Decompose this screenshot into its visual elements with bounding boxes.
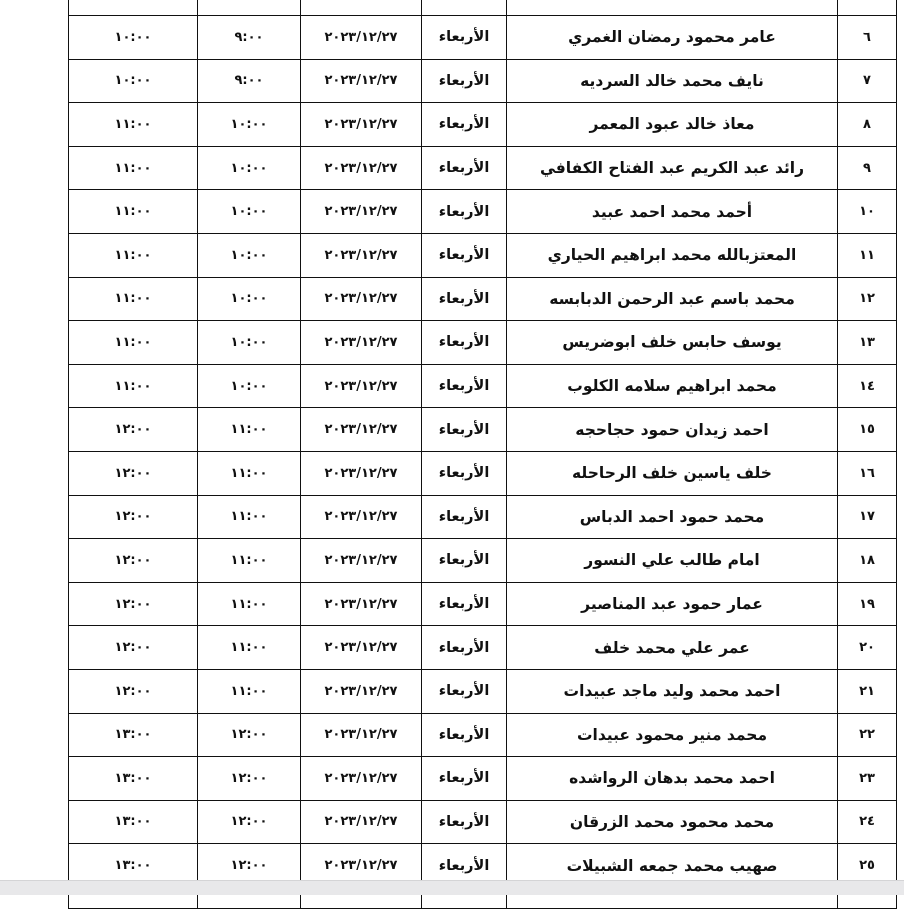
exam-day-cell: الأربعاء	[422, 364, 507, 408]
schedule-table	[68, 0, 897, 909]
row-number-cell: ١٧	[838, 495, 897, 539]
exam-day-cell: الأربعاء	[422, 844, 507, 888]
exam-date-cell: ٢٠٢٣/١٢/٢٧	[301, 190, 422, 234]
schedule-rows	[69, 0, 897, 908]
row-number-cell: ١٥	[838, 408, 897, 452]
start-time-cell: ١١:٠٠	[198, 495, 301, 539]
end-time-cell: ١١:٠٠	[69, 146, 198, 190]
document-page	[68, 0, 890, 909]
exam-date-cell: ٢٠٢٣/١٢/٢٧	[301, 713, 422, 757]
start-time-cell: ١٠:٠٠	[198, 364, 301, 408]
table-row	[69, 103, 897, 147]
student-name-cell: خلف ياسين خلف الرحاحله	[507, 451, 838, 495]
exam-day-cell: الأربعاء	[422, 582, 507, 626]
table-row	[69, 451, 897, 495]
exam-date-cell: ٢٠٢٣/١٢/٢٧	[301, 103, 422, 147]
start-time-cell: ٩:٠٠	[198, 59, 301, 103]
exam-date-cell: ٢٠٢٣/١٢/٢٧	[301, 321, 422, 365]
end-time-cell: ١٣:٠٠	[69, 800, 198, 844]
exam-day-cell: الأربعاء	[422, 321, 507, 365]
exam-day-cell: الأربعاء	[422, 539, 507, 583]
exam-date-cell: ٢٠٢٣/١٢/٢٧	[301, 539, 422, 583]
row-number-cell: ٦	[838, 16, 897, 60]
start-time-cell: ١٢:٠٠	[198, 713, 301, 757]
student-name-cell: أحمد محمد احمد عبيد	[507, 190, 838, 234]
start-time-cell: ١١:٠٠	[198, 451, 301, 495]
row-number-cell: ٨	[838, 103, 897, 147]
table-row	[69, 495, 897, 539]
student-name-cell: احمد زيدان حمود حجاحجه	[507, 408, 838, 452]
start-time-cell: ١٠:٠٠	[198, 321, 301, 365]
student-name-cell: احمد محمد وليد ماجد عبيدات	[507, 669, 838, 713]
exam-day-cell: الأربعاء	[422, 669, 507, 713]
start-time-cell: ١١:٠٠	[198, 582, 301, 626]
table-row	[69, 582, 897, 626]
table-row	[69, 364, 897, 408]
exam-date-cell: ٢٠٢٣/١٢/٢٧	[301, 844, 422, 888]
end-time-cell: ١٣:٠٠	[69, 757, 198, 801]
exam-date-cell: ٢٠٢٣/١٢/٢٧	[301, 626, 422, 670]
student-name-cell: معاذ خالد عبود المعمر	[507, 103, 838, 147]
student-name-cell: نايف محمد خالد السرديه	[507, 59, 838, 103]
row-number-cell: ١٨	[838, 539, 897, 583]
row-number-cell: ٧	[838, 59, 897, 103]
cut-off-row-top	[69, 0, 897, 16]
start-time-cell: ١٠:٠٠	[198, 190, 301, 234]
start-time-cell: ١٠:٠٠	[198, 277, 301, 321]
exam-date-cell: ٢٠٢٣/١٢/٢٧	[301, 451, 422, 495]
exam-date-cell: ٢٠٢٣/١٢/٢٧	[301, 495, 422, 539]
end-time-cell: ١٠:٠٠	[69, 16, 198, 60]
exam-day-cell: الأربعاء	[422, 190, 507, 234]
end-time-cell: ١٢:٠٠	[69, 539, 198, 583]
row-number-cell: ١٤	[838, 364, 897, 408]
table-row	[69, 321, 897, 365]
end-time-cell: ١٢:٠٠	[69, 626, 198, 670]
table-row	[69, 713, 897, 757]
viewer-bottom-bar	[0, 880, 904, 895]
row-number-cell: ٢٠	[838, 626, 897, 670]
exam-date-cell: ٢٠٢٣/١٢/٢٧	[301, 233, 422, 277]
end-time-cell: ١١:٠٠	[69, 103, 198, 147]
table-row	[69, 757, 897, 801]
start-time-cell: ١٢:٠٠	[198, 800, 301, 844]
exam-date-cell: ٢٠٢٣/١٢/٢٧	[301, 277, 422, 321]
student-name-cell: عمار حمود عبد المناصير	[507, 582, 838, 626]
end-time-cell: ١٢:٠٠	[69, 582, 198, 626]
end-time-cell: ١١:٠٠	[69, 321, 198, 365]
start-time-cell: ١٠:٠٠	[198, 146, 301, 190]
exam-day-cell: الأربعاء	[422, 626, 507, 670]
exam-day-cell: الأربعاء	[422, 16, 507, 60]
exam-date-cell: ٢٠٢٣/١٢/٢٧	[301, 146, 422, 190]
exam-date-cell: ٢٠٢٣/١٢/٢٧	[301, 16, 422, 60]
table-row	[69, 408, 897, 452]
end-time-cell: ١٢:٠٠	[69, 495, 198, 539]
end-time-cell: ١١:٠٠	[69, 364, 198, 408]
exam-date-cell: ٢٠٢٣/١٢/٢٧	[301, 669, 422, 713]
row-number-cell: ٢٢	[838, 713, 897, 757]
start-time-cell: ١٢:٠٠	[198, 757, 301, 801]
student-name-cell: المعتزبالله محمد ابراهيم الحياري	[507, 233, 838, 277]
row-number-cell: ٢٥	[838, 844, 897, 888]
table-row	[69, 277, 897, 321]
table-row	[69, 626, 897, 670]
end-time-cell: ١٢:٠٠	[69, 669, 198, 713]
start-time-cell: ٩:٠٠	[198, 16, 301, 60]
start-time-cell: ١٠:٠٠	[198, 103, 301, 147]
exam-day-cell: الأربعاء	[422, 713, 507, 757]
table-row	[69, 800, 897, 844]
student-name-cell: صهيب محمد جمعه الشبيلات	[507, 844, 838, 888]
table-row	[69, 190, 897, 234]
start-time-cell: ١١:٠٠	[198, 669, 301, 713]
exam-day-cell: الأربعاء	[422, 146, 507, 190]
start-time-cell: ١١:٠٠	[198, 408, 301, 452]
end-time-cell: ١١:٠٠	[69, 233, 198, 277]
exam-day-cell: الأربعاء	[422, 233, 507, 277]
row-number-cell: ٢١	[838, 669, 897, 713]
end-time-cell: ١٠:٠٠	[69, 59, 198, 103]
student-name-cell: محمد محمود محمد الزرقان	[507, 800, 838, 844]
student-name-cell: يوسف حابس خلف ابوضريس	[507, 321, 838, 365]
student-name-cell: محمد منير محمود عبيدات	[507, 713, 838, 757]
exam-day-cell: الأربعاء	[422, 451, 507, 495]
exam-day-cell: الأربعاء	[422, 59, 507, 103]
table-row	[69, 669, 897, 713]
row-number-cell: ٢٤	[838, 800, 897, 844]
end-time-cell: ١١:٠٠	[69, 277, 198, 321]
exam-date-cell: ٢٠٢٣/١٢/٢٧	[301, 582, 422, 626]
start-time-cell: ١١:٠٠	[198, 626, 301, 670]
row-number-cell: ٩	[838, 146, 897, 190]
student-name-cell: عمر علي محمد خلف	[507, 626, 838, 670]
table-row	[69, 539, 897, 583]
exam-date-cell: ٢٠٢٣/١٢/٢٧	[301, 408, 422, 452]
row-number-cell: ١٠	[838, 190, 897, 234]
student-name-cell: محمد ابراهيم سلامه الكلوب	[507, 364, 838, 408]
exam-day-cell: الأربعاء	[422, 495, 507, 539]
table-row	[69, 59, 897, 103]
table-row	[69, 16, 897, 60]
exam-date-cell: ٢٠٢٣/١٢/٢٧	[301, 59, 422, 103]
student-name-cell: احمد محمد بدهان الرواشده	[507, 757, 838, 801]
end-time-cell: ١٢:٠٠	[69, 451, 198, 495]
table-row	[69, 146, 897, 190]
end-time-cell: ١١:٠٠	[69, 190, 198, 234]
start-time-cell: ١١:٠٠	[198, 539, 301, 583]
end-time-cell: ١٢:٠٠	[69, 408, 198, 452]
row-number-cell: ٢٣	[838, 757, 897, 801]
row-number-cell: ١٦	[838, 451, 897, 495]
student-name-cell: رائد عبد الكريم عبد الفتاح الكفافي	[507, 146, 838, 190]
row-number-cell: ١١	[838, 233, 897, 277]
start-time-cell: ١٠:٠٠	[198, 233, 301, 277]
exam-day-cell: الأربعاء	[422, 800, 507, 844]
exam-date-cell: ٢٠٢٣/١٢/٢٧	[301, 364, 422, 408]
student-name-cell: محمد باسم عبد الرحمن الدبابسه	[507, 277, 838, 321]
row-number-cell: ١٣	[838, 321, 897, 365]
exam-date-cell: ٢٠٢٣/١٢/٢٧	[301, 757, 422, 801]
exam-day-cell: الأربعاء	[422, 408, 507, 452]
student-name-cell: عامر محمود رمضان الغمري	[507, 16, 838, 60]
exam-date-cell: ٢٠٢٣/١٢/٢٧	[301, 800, 422, 844]
start-time-cell: ١٢:٠٠	[198, 844, 301, 888]
row-number-cell: ١٢	[838, 277, 897, 321]
student-name-cell: محمد حمود احمد الدباس	[507, 495, 838, 539]
student-name-cell: امام طالب علي النسور	[507, 539, 838, 583]
row-number-cell: ١٩	[838, 582, 897, 626]
table-row	[69, 233, 897, 277]
exam-day-cell: الأربعاء	[422, 103, 507, 147]
exam-day-cell: الأربعاء	[422, 277, 507, 321]
end-time-cell: ١٣:٠٠	[69, 844, 198, 888]
exam-day-cell: الأربعاء	[422, 757, 507, 801]
end-time-cell: ١٣:٠٠	[69, 713, 198, 757]
